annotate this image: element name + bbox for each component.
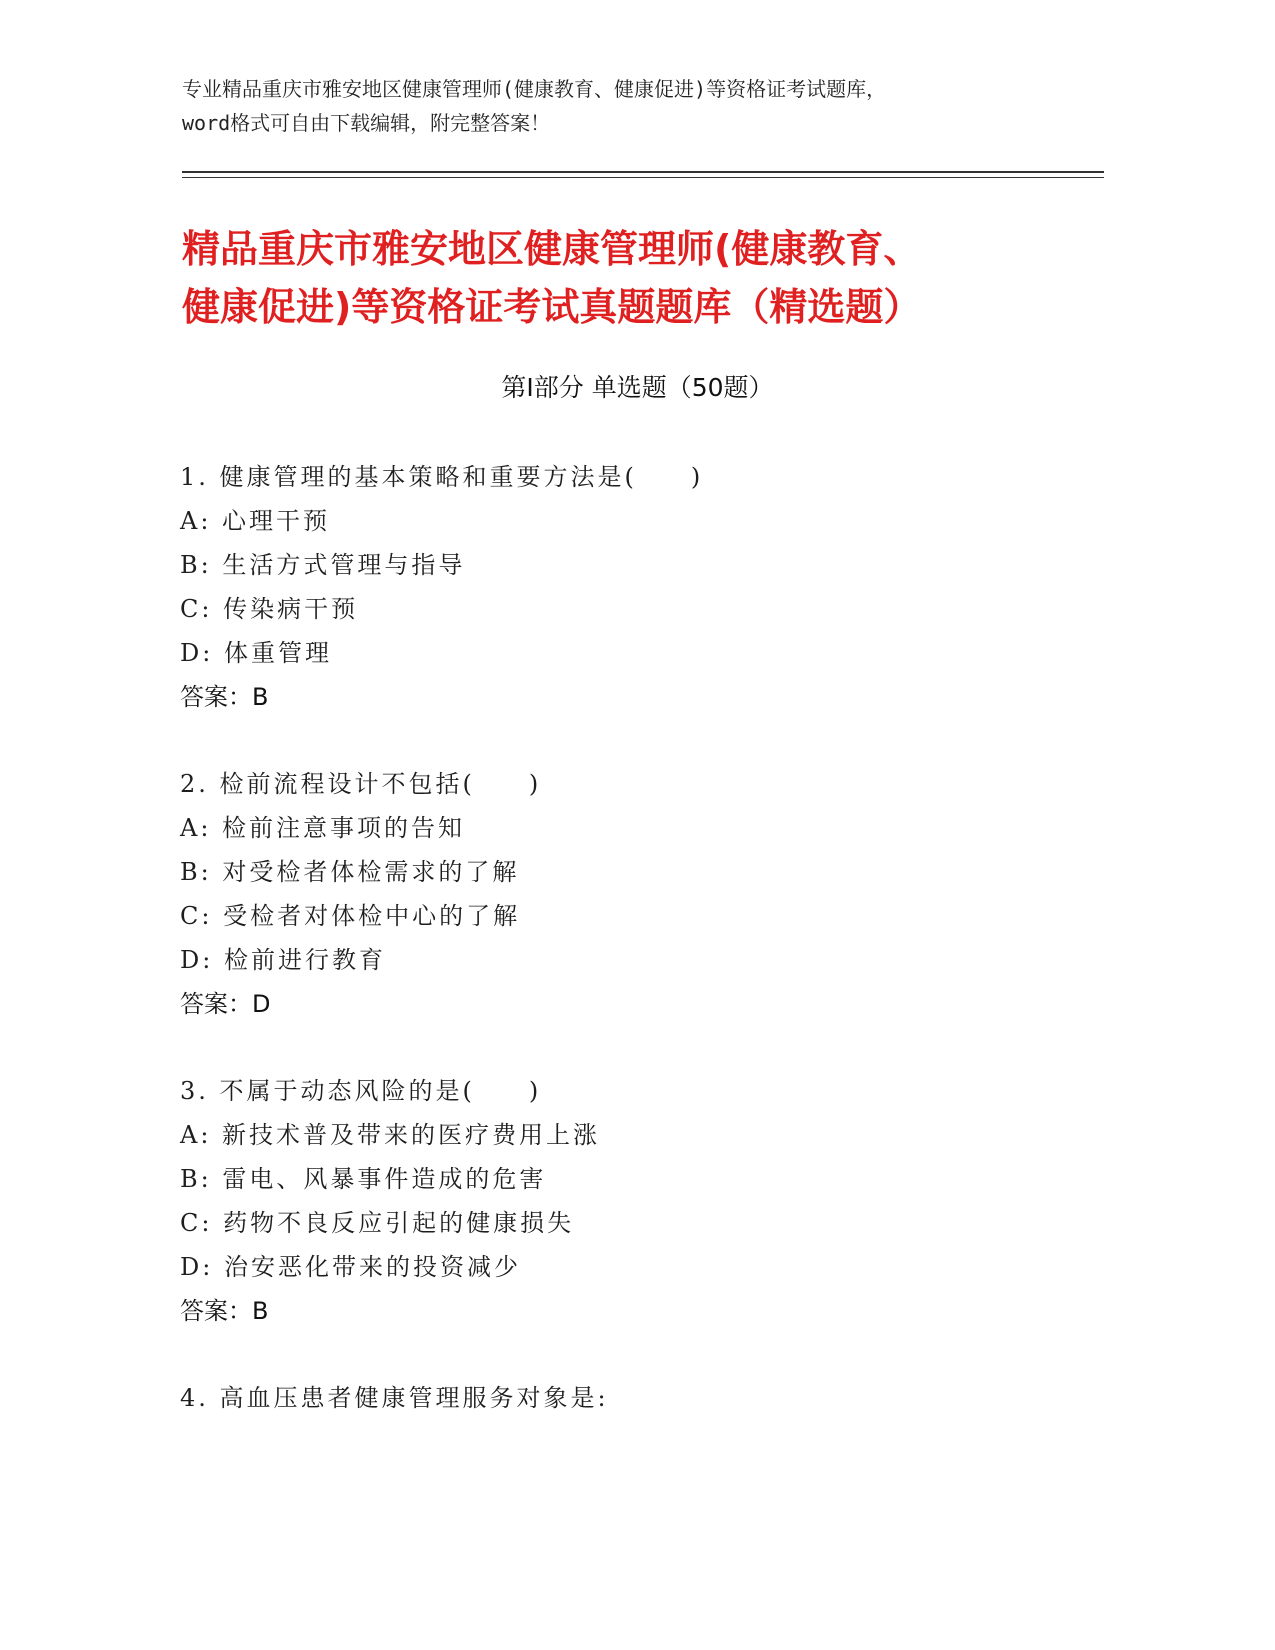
- option-a: A: 心理干预: [180, 507, 331, 535]
- question-stem: 2. 检前流程设计不包括( ): [180, 770, 542, 798]
- question-1: [180, 455, 1100, 719]
- option-d: D: 体重管理: [180, 639, 332, 667]
- option-c: C: 药物不良反应引起的健康损失: [180, 1209, 575, 1237]
- question-stem: 1. 健康管理的基本策略和重要方法是( ): [180, 463, 704, 491]
- header-divider-thin: [182, 177, 1104, 178]
- document-title-line-1: 精品重庆市雅安地区健康管理师(健康教育、: [182, 227, 922, 271]
- option-a: A: 新技术普及带来的医疗费用上涨: [180, 1121, 601, 1149]
- answer-label: 答案：D: [180, 990, 271, 1018]
- document-title-line-2: 健康促进)等资格证考试真题题库（精选题）: [182, 285, 922, 329]
- question-list: [180, 455, 1100, 1463]
- option-b: B: 生活方式管理与指导: [180, 551, 466, 579]
- option-c: C: 传染病干预: [180, 595, 359, 623]
- question-stem: 4. 高血压患者健康管理服务对象是:: [180, 1384, 609, 1412]
- question-3: [180, 1069, 1100, 1333]
- header-note-line-1: 专业精品重庆市雅安地区健康管理师(健康教育、健康促进)等资格证考试题库，: [182, 77, 887, 101]
- answer-label: 答案：B: [180, 1297, 269, 1325]
- option-a: A: 检前注意事项的告知: [180, 814, 466, 842]
- header-note-line-2: word格式可自由下载编辑，附完整答案！: [182, 111, 551, 135]
- option-c: C: 受检者对体检中心的了解: [180, 902, 521, 930]
- option-b: B: 雷电、风暴事件造成的危害: [180, 1165, 547, 1193]
- document-title: [182, 220, 1102, 336]
- question-2: [180, 762, 1100, 1026]
- option-d: D: 检前进行教育: [180, 946, 386, 974]
- question-4: [180, 1376, 1100, 1420]
- question-stem: 3. 不属于动态风险的是( ): [180, 1077, 542, 1105]
- section-heading: 第Ⅰ部分 单选题（50题）: [501, 373, 774, 402]
- header-divider-thick: [182, 171, 1104, 173]
- header-note: [182, 72, 1102, 140]
- option-b: B: 对受检者体检需求的了解: [180, 858, 520, 886]
- option-d: D: 治安恶化带来的投资减少: [180, 1253, 521, 1281]
- answer-label: 答案：B: [180, 683, 269, 711]
